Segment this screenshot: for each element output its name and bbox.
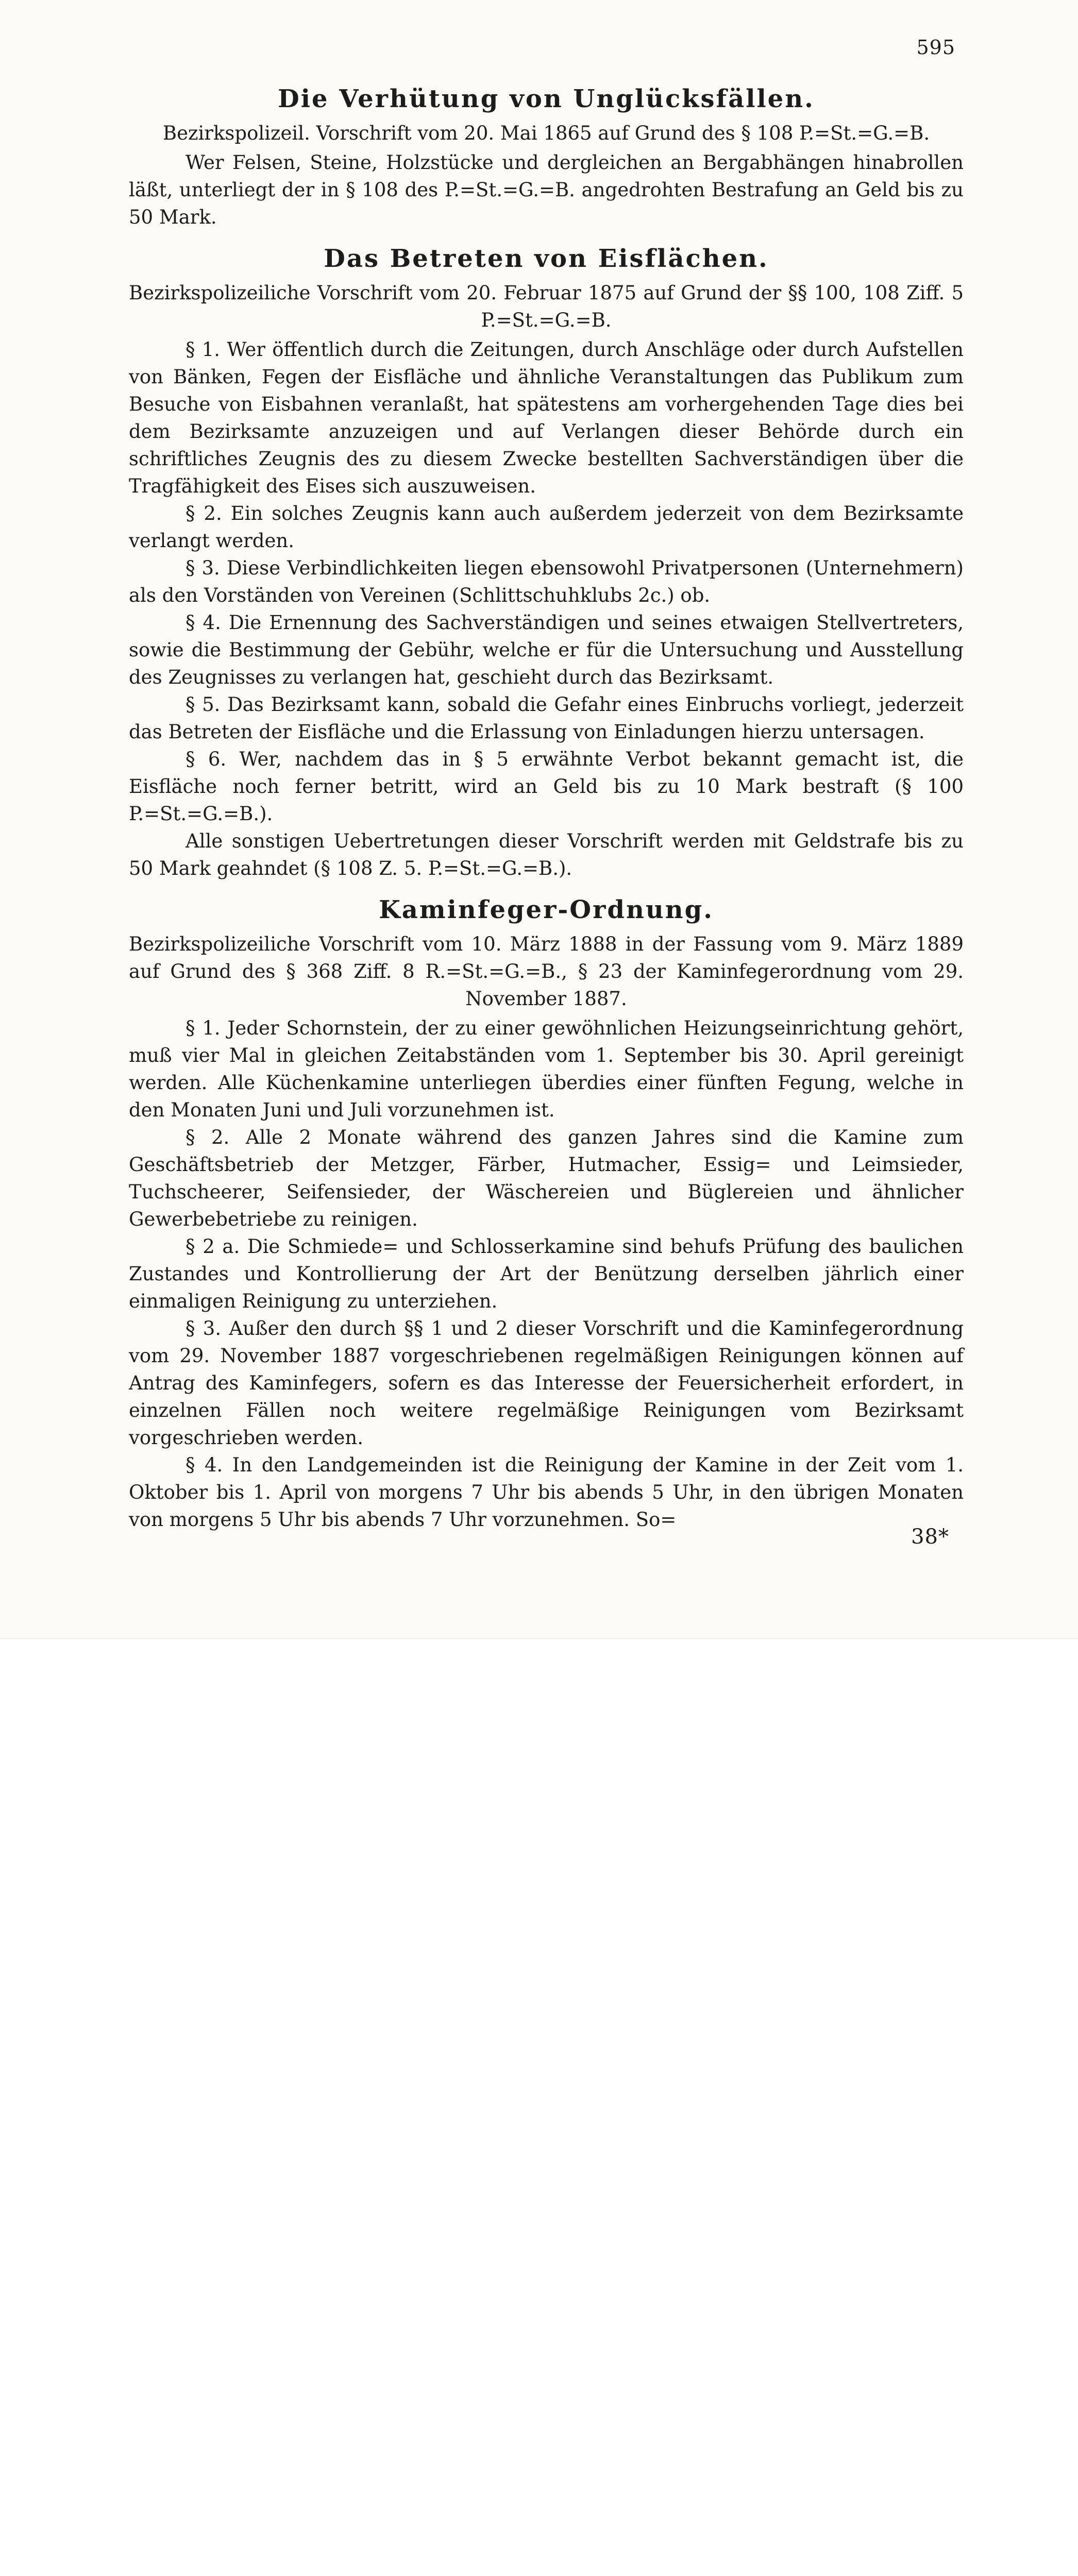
- printer-signature: 38*: [911, 1525, 949, 1549]
- paragraph: § 2 a. Die Schmiede= und Schlosserkamine sind behufs Prüfung des baulichen Zustandes und Kontrollierung der Art der Benützung derselben jährlich einer einmaligen Reinigung zu unterziehen.: [129, 1235, 964, 1312]
- section-ice-surfaces: [129, 244, 964, 882]
- paragraph: § 1. Wer öffentlich durch die Zeitungen, durch Anschläge oder durch Aufstellen von Bänken, Fegen der Eisfläche und ähnliche Veranstaltungen das Publikum zum Besuche von Eisbahnen veranlaßt, hat spätestens am vorhergehenden Tage dies bei dem Bezirksamte anzuzeigen und auf Verlangen dieser Behörde durch ein schriftliches Zeugnis des zu diesem Zwecke bestellten Sachverständigen über die Tragfähigkeit des Eises sich auszuweisen.: [129, 338, 964, 497]
- paragraph: § 2. Ein solches Zeugnis kann auch außerdem jederzeit von dem Bezirksamte verlangt werden.: [129, 502, 964, 552]
- paragraph: Alle sonstigen Uebertretungen dieser Vorschrift werden mit Geldstrafe bis zu 50 Mark geahndet (§ 108 Z. 5. P.=St.=G.=B.).: [129, 830, 964, 879]
- page-content: [129, 77, 964, 1547]
- section-title: Kaminfeger-Ordnung.: [379, 895, 714, 924]
- paragraph: § 3. Außer den durch §§ 1 und 2 dieser Vorschrift und die Kaminfegerordnung vom 29. November 1887 vorgeschriebenen regelmäßigen Reinigungen können auf Antrag des Kaminfegers, sofern es das Interesse der Feuersicherheit erfordert, in einzelnen Fällen noch weitere regelmäßige Reinigungen vom Bezirksamt vorgeschrieben werden.: [129, 1317, 964, 1449]
- section-chimney-sweep-order: [129, 895, 964, 1533]
- footer-bar: [0, 1638, 1078, 1737]
- section-title: Die Verhütung von Unglücksfällen.: [278, 84, 815, 113]
- page-number: 595: [916, 36, 955, 59]
- paragraph: § 5. Das Bezirksamt kann, sobald die Gefahr eines Einbruchs vorliegt, jederzeit das Betreten der Eisfläche und die Erlassung von Einladungen hierzu untersagen.: [129, 693, 964, 743]
- paragraph: § 2. Alle 2 Monate während des ganzen Jahres sind die Kamine zum Geschäftsbetrieb der Metzger, Färber, Hutmacher, Essig= und Leimsieder, Tuchscheerer, Seifensieder, der Wäschereien und Büglereien und ähnlicher Gewerbebetriebe zu reinigen.: [129, 1126, 964, 1230]
- paragraph: § 4. In den Landgemeinden ist die Reinigung der Kamine in der Zeit vom 1. Oktober bis 1. April von morgens 7 Uhr bis abends 5 Uhr, in den übrigen Monaten von morgens 5 Uhr bis abends 7 Uhr vorzunehmen. So=: [129, 1454, 964, 1531]
- paragraph: § 3. Diese Verbindlichkeiten liegen ebensowohl Privatpersonen (Unternehmern) als den Vorständen von Vereinen (Schlittschuhklubs 2c.) ob.: [129, 557, 964, 606]
- regulation-source: Bezirkspolizeil. Vorschrift vom 20. Mai 1865 auf Grund des § 108 P.=St.=G.=B.: [162, 122, 930, 144]
- paragraph: § 6. Wer, nachdem das in § 5 erwähnte Verbot bekannt gemacht ist, die Eisfläche noch ferner betritt, wird an Geld bis zu 10 Mark bestraft (§ 100 P.=St.=G.=B.).: [129, 748, 964, 825]
- paragraph: § 4. Die Ernennung des Sachverständigen und seines etwaigen Stellvertreters, sowie die Bestimmung der Gebühr, welche er für die Untersuchung und Ausstellung des Zeugnisses zu verlangen hat, geschieht durch das Bezirksamt.: [129, 612, 964, 688]
- paragraph: § 1. Jeder Schornstein, der zu einer gewöhnlichen Heizungseinrichtung gehört, muß vier Mal in gleichen Zeitabständen vom 1. September bis 30. April gereinigt werden. Alle Küchenkamine unterliegen überdies einer fünften Fegung, welche in den Monaten Juni und Juli vorzunehmen ist.: [129, 1017, 964, 1121]
- paragraph: Wer Felsen, Steine, Holzstücke und dergleichen an Bergabhängen hinabrollen läßt, unterliegt der in § 108 des P.=St.=G.=B. angedrohten Bestrafung an Geld bis zu 50 Mark.: [129, 151, 964, 228]
- regulation-source: Bezirkspolizeiliche Vorschrift vom 20. Februar 1875 auf Grund der §§ 100, 108 Ziff. 5 P.=St.=G.=B.: [129, 282, 964, 331]
- section-accident-prevention: [129, 84, 964, 231]
- regulation-source: Bezirkspolizeiliche Vorschrift vom 10. März 1888 in der Fassung vom 9. März 1889 auf Grund des § 368 Ziff. 8 R.=St.=G.=B., § 23 der Kaminfegerordnung vom 29. November 1887.: [129, 933, 964, 1010]
- section-title: Das Betreten von Eisflächen.: [324, 244, 769, 273]
